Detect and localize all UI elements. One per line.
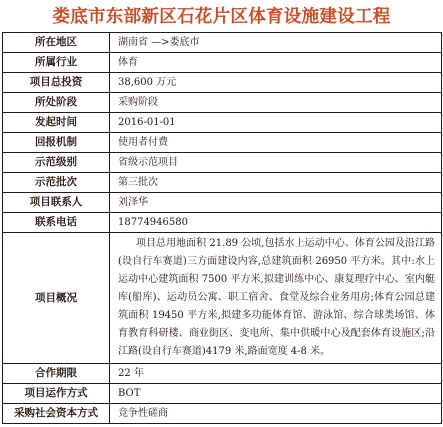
row-value: 体育 (110, 53, 442, 73)
project-info-table (2, 32, 442, 424)
row-value: 竞争性磋商 (110, 404, 442, 424)
row-value: 采购阶段 (110, 93, 442, 113)
row-value: 湖南省 —>娄底市 (110, 33, 442, 53)
row-label: 回报机制 (3, 133, 110, 153)
row-label: 所属行业 (3, 53, 110, 73)
row-value: 22 年 (110, 364, 442, 384)
table-row-operation-mode (3, 384, 442, 404)
table-row-procurement-method (3, 404, 442, 424)
row-label: 项目联系人 (3, 193, 110, 213)
table-row-contact-person (3, 193, 442, 213)
row-value: 38,600 万元 (110, 73, 442, 93)
overview-paragraph: 项目总用地面积 21.89 公顷,包括水上运动中心、体育公园及沿江路(设自行车赛道)三方面建设内容,总建筑面积 26950 平方米。其中:水上运动中心建筑面积 7500 平方米,拟建训练中心、康复理疗中心、室内艇库(船库)、运动员公寓、职工宿舍、食堂及综合业务用房;体育公园总建筑面积 19450 平方米,拟建多功能体育馆、游泳馆、综合球类场馆、体育教育科研楼、商业街区、变电所、集中供暖中心及配套体育设施区;沿江路(设自行车赛道)4179 米,路面宽度 4-8 米。 (110, 233, 442, 364)
table-row-region (3, 33, 442, 53)
table-row-overview (3, 233, 442, 364)
row-value: 2016-01-01 (110, 113, 442, 133)
row-label: 项目总投资 (3, 73, 110, 93)
project-info-sheet (0, 4, 443, 427)
row-label: 发起时间 (3, 113, 110, 133)
row-value: 18774946580 (110, 213, 442, 233)
row-value: 使用者付费 (110, 133, 442, 153)
table-row-contact-phone (3, 213, 442, 233)
row-label: 示范批次 (3, 173, 110, 193)
row-label: 合作期限 (3, 364, 110, 384)
table-row-demo-batch (3, 173, 442, 193)
row-value: 刘泽华 (110, 193, 442, 213)
row-label: 项目运作方式 (3, 384, 110, 404)
row-label: 采购社会资本方式 (3, 404, 110, 424)
row-value: 省级示范项目 (110, 153, 442, 173)
table-row-return-mechanism (3, 133, 442, 153)
row-label: 项目概况 (3, 233, 110, 364)
page-title: 娄底市东部新区石花片区体育设施建设工程 (52, 7, 391, 27)
row-label: 所处阶段 (3, 93, 110, 113)
row-label: 所在地区 (3, 33, 110, 53)
table-row-start-date (3, 113, 442, 133)
table-row-demo-level (3, 153, 442, 173)
table-row-industry (3, 53, 442, 73)
row-label: 示范级别 (3, 153, 110, 173)
row-value: BOT (110, 384, 442, 404)
table-row-stage (3, 93, 442, 113)
table-row-total-investment (3, 73, 442, 93)
table-row-cooperation-term (3, 364, 442, 384)
row-label: 联系电话 (3, 213, 110, 233)
row-value: 第三批次 (110, 173, 442, 193)
